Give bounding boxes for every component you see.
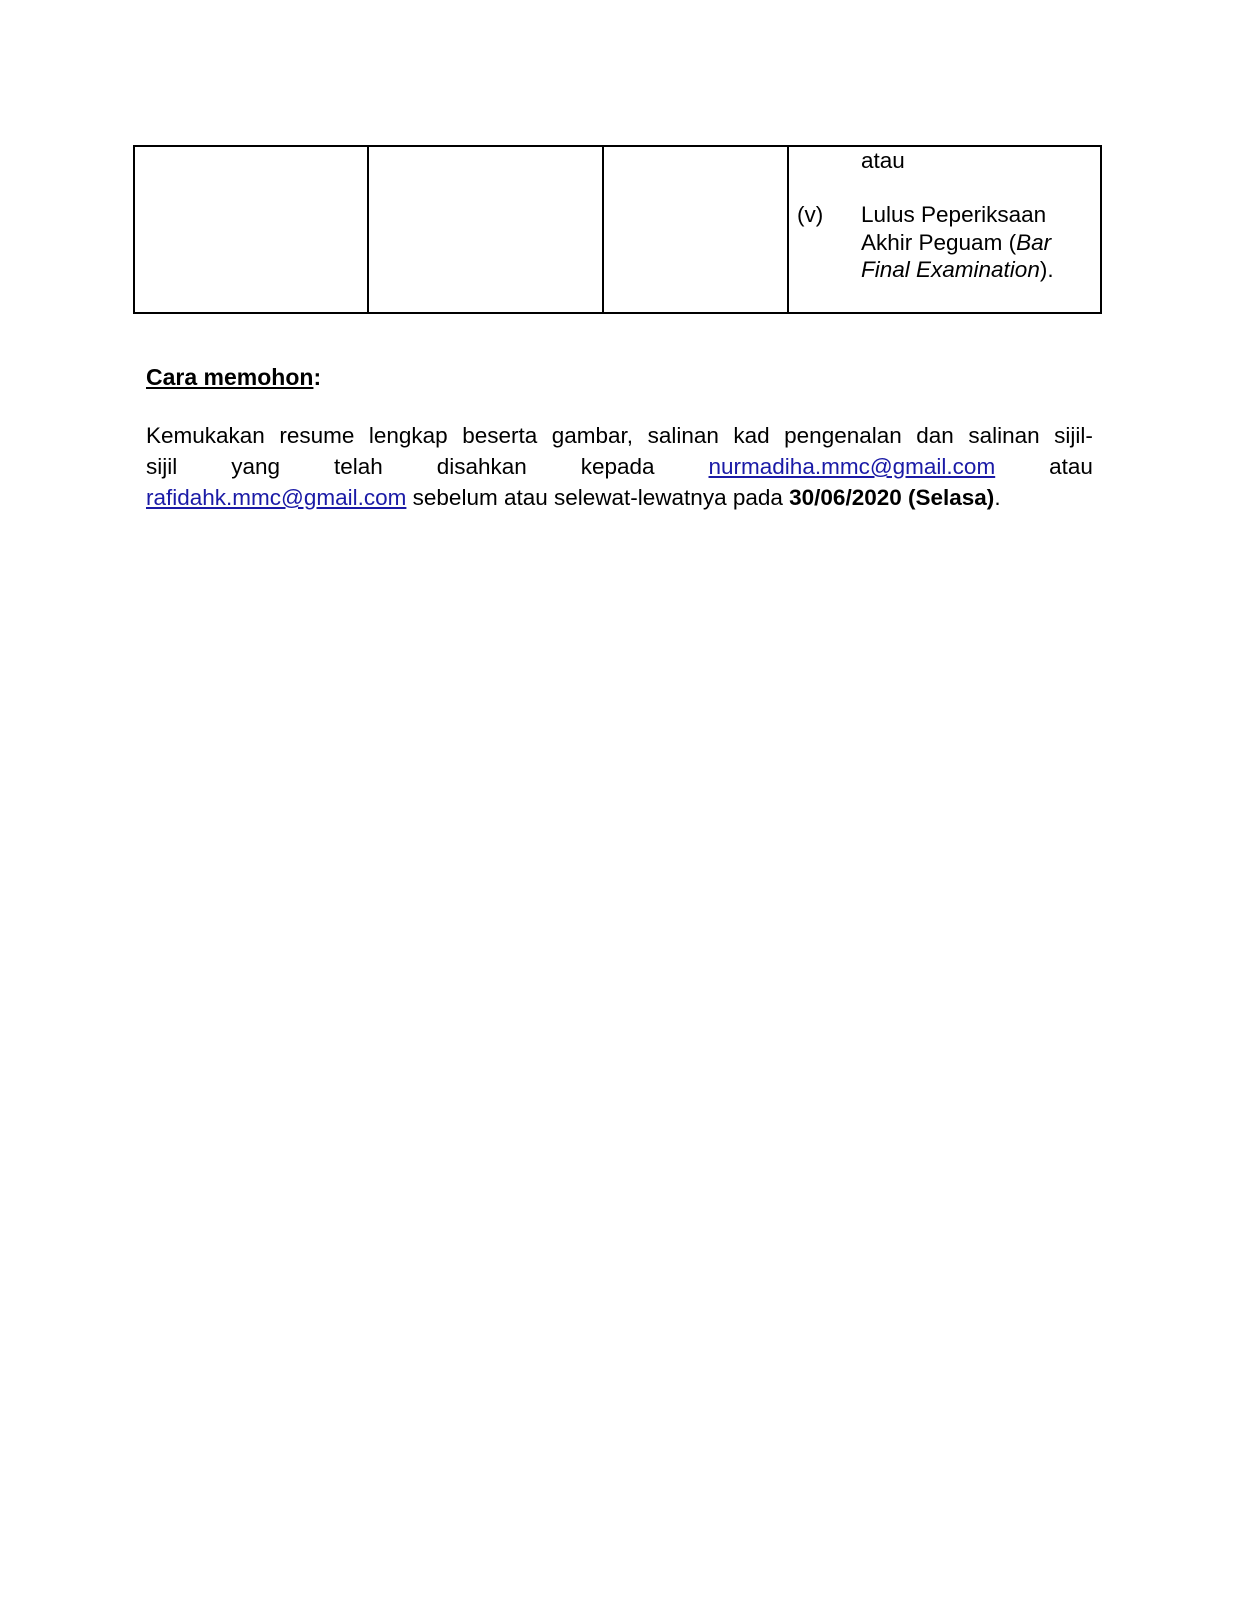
table-cell-requirements — [788, 146, 1101, 313]
application-instructions — [146, 420, 1093, 513]
word: gambar, — [551, 423, 634, 448]
email-link-2[interactable]: rafidahk.mmc@gmail.com — [146, 485, 407, 510]
word: dan — [916, 423, 954, 448]
qualification-table — [133, 145, 1102, 314]
table-cell-empty-3 — [603, 146, 788, 313]
table-row — [134, 146, 1101, 313]
word: telah — [333, 454, 383, 479]
word: sijil — [146, 454, 178, 479]
continuation-text: atau — [861, 148, 905, 173]
paragraph-line-2 — [146, 451, 1093, 482]
word: sijil- — [1054, 423, 1093, 448]
item-text-line-2: Akhir Peguam (Bar — [861, 230, 1052, 255]
paragraph-line-1 — [146, 420, 1093, 451]
word: beserta — [462, 423, 538, 448]
item-text-line-3: Final Examination). — [861, 257, 1054, 282]
paragraph-line-3: rafidahk.mmc@gmail.com sebelum atau selewat-lewatnya pada 30/06/2020 (Selasa). — [146, 485, 1001, 510]
table-cell-empty-2 — [368, 146, 603, 313]
item-text-line-1: Lulus Peperiksaan — [861, 202, 1047, 227]
word: salinan — [647, 423, 719, 448]
deadline-date: 30/06/2020 (Selasa) — [789, 485, 995, 510]
word: lengkap — [368, 423, 448, 448]
item-marker: (v) — [797, 202, 824, 227]
word: kepada — [580, 454, 655, 479]
word: resume — [279, 423, 355, 448]
email-link-1[interactable]: nurmadiha.mmc@gmail.com — [708, 454, 996, 479]
word: atau — [1049, 454, 1093, 479]
table-cell-empty-1 — [134, 146, 368, 313]
word: yang — [231, 454, 280, 479]
word: salinan — [968, 423, 1040, 448]
word: pengenalan — [784, 423, 902, 448]
word: kad — [733, 423, 770, 448]
section-heading: Cara memohon: — [146, 364, 322, 390]
word: disahkan — [436, 454, 527, 479]
word: Kemukakan — [146, 423, 265, 448]
